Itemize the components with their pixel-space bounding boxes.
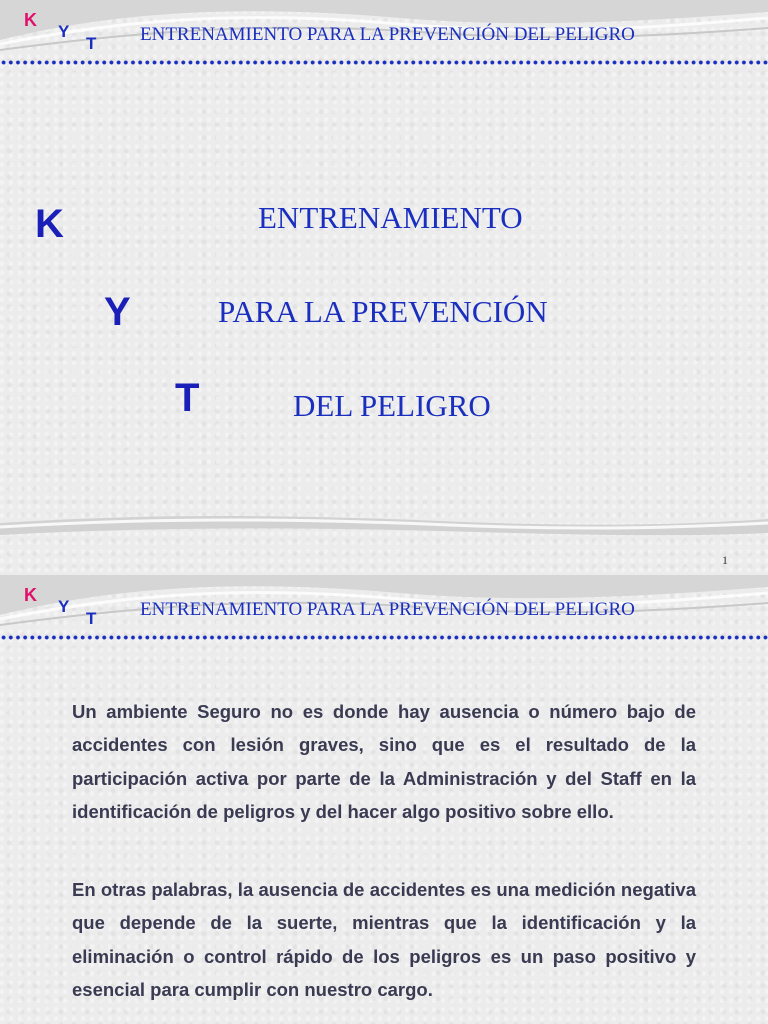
logo-letter-k: K [24, 10, 37, 30]
logo-letter-t: T [86, 609, 97, 628]
slide-2 [0, 575, 768, 1024]
title-line-2: PARA LA PREVENCIÓN [218, 294, 548, 329]
big-letter-t: T [175, 376, 200, 420]
title-line-3: DEL PELIGRO [293, 388, 491, 423]
paragraph-1: Un ambiente Seguro no es donde hay ausencia o número bajo de accidentes con lesión graves, sino que es el resultado de la participación activa por parte de la Administración y del Staff en la identificación de peligros y del hacer algo positivo sobre ello. [72, 701, 696, 823]
header-title: ENTRENAMIENTO PARA LA PREVENCIÓN DEL PELIGRO [140, 599, 635, 620]
logo-letter-k: K [24, 585, 37, 605]
big-letter-k: K [35, 202, 64, 246]
title-line-1: ENTRENAMIENTO [258, 200, 523, 235]
kyt-logo [22, 8, 122, 56]
footer-wave-decoration [0, 505, 768, 545]
logo-letter-y: Y [58, 597, 70, 616]
kyt-logo [22, 583, 122, 631]
dotted-divider [0, 60, 768, 65]
logo-letter-y: Y [58, 22, 70, 41]
header-title: ENTRENAMIENTO PARA LA PREVENCIÓN DEL PELIGRO [140, 24, 635, 45]
dotted-divider [0, 635, 768, 640]
page-number: 1 [722, 553, 728, 567]
paragraph-2: En otras palabras, la ausencia de accidentes es una medición negativa que depende de la suerte, mientras que la identificación y la eliminación o control rápido de los peligros es un paso positivo y esencial para cumplir con nuestro cargo. [72, 879, 696, 1001]
logo-letter-t: T [86, 34, 97, 53]
big-letter-y: Y [104, 290, 131, 334]
